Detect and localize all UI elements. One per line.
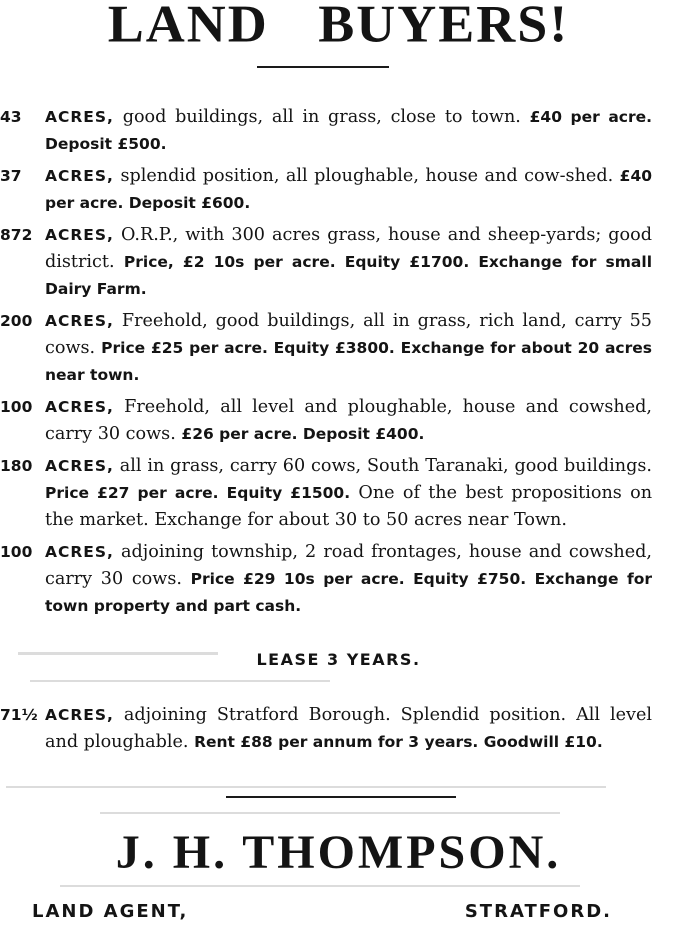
listing-acres-label: ACRES, xyxy=(45,312,114,330)
listing-description: good buildings, all in grass, close to town. xyxy=(122,107,521,127)
print-speckle xyxy=(30,680,330,682)
listing-item xyxy=(0,104,653,158)
listing-acreage: 180 xyxy=(0,457,33,475)
listing-acres-label: ACRES, xyxy=(45,108,114,126)
listing-description: Freehold, good buildings, all in grass, rich land, carry 55 cows. xyxy=(45,311,652,358)
print-speckle xyxy=(100,812,560,814)
listing-price: Price £25 per acre. Equity £3800. Exchange for about 20 acres near town. xyxy=(45,339,652,384)
listing-description: O.R.P., with 300 acres grass, house and sheep-yards; good district. xyxy=(45,225,653,272)
headline-rule xyxy=(257,66,389,68)
agent-town: STRATFORD. xyxy=(464,901,612,922)
lease-price: Rent £88 per annum for 3 years. Goodwill £10. xyxy=(194,733,603,751)
listing-item xyxy=(0,394,653,448)
listing-item xyxy=(0,453,653,534)
print-speckle xyxy=(6,786,606,788)
listing-acreage: 100 xyxy=(0,543,33,561)
listing-price: £26 per acre. Deposit £400. xyxy=(181,425,425,443)
listing-price: £40 per acre. Deposit £600. xyxy=(45,167,653,212)
listings xyxy=(0,104,652,625)
listing-description: all in grass, carry 60 cows, South Taranaki, good buildings. xyxy=(119,456,652,476)
print-speckle xyxy=(18,652,218,655)
listing-item xyxy=(0,163,653,217)
listing-acres-label: ACRES, xyxy=(45,457,114,475)
listing-extra: One of the best propositions on the market. Exchange for about 30 to 50 acres near Town. xyxy=(45,483,653,530)
lease-description: adjoining Stratford Borough. Splendid position. All level and ploughable. xyxy=(45,705,653,752)
listing-item xyxy=(0,222,653,303)
listing-acreage: 872 xyxy=(0,226,33,244)
listing-item xyxy=(0,308,652,389)
listing-acreage: 200 xyxy=(0,312,33,330)
headline: LAND BUYERS! xyxy=(107,0,570,54)
agent-name: J. H. THOMPSON. xyxy=(115,826,562,879)
listing-price: Price £27 per acre. Equity £1500. xyxy=(45,484,351,502)
listing-description: Freehold, all level and ploughable, house and cowshed, carry 30 cows. xyxy=(45,397,653,444)
listing-price: Price £29 10s per acre. Equity £750. Exchange for town property and part cash. xyxy=(45,570,652,615)
listing-price: £40 per acre. Deposit £500. xyxy=(45,108,653,153)
lease-acres-label: ACRES, xyxy=(45,706,114,724)
listing-acres-label: ACRES, xyxy=(45,167,114,185)
listing-acres-label: ACRES, xyxy=(45,543,114,561)
listing-acreage: 100 xyxy=(0,398,33,416)
lease-listing xyxy=(0,702,653,756)
listing-acres-label: ACRES, xyxy=(45,398,114,416)
lease-heading: LEASE 3 YEARS. xyxy=(256,650,421,669)
agent-title: LAND AGENT, xyxy=(32,901,189,922)
listing-acreage: 43 xyxy=(0,108,22,126)
footer-rule xyxy=(226,796,456,798)
lease-acreage: 71½ xyxy=(0,706,38,724)
listing-description: adjoining township, 2 road frontages, house and cowshed, carry 30 cows. xyxy=(45,542,652,589)
listing-price: Price, £2 10s per acre. Equity £1700. Exchange for small Dairy Farm. xyxy=(45,253,653,298)
listing-acreage: 37 xyxy=(0,167,22,185)
listing-item xyxy=(0,539,652,620)
listing-acres-label: ACRES, xyxy=(45,226,114,244)
listing-description: splendid position, all ploughable, house and cow-shed. xyxy=(120,166,614,186)
print-speckle xyxy=(60,885,580,887)
